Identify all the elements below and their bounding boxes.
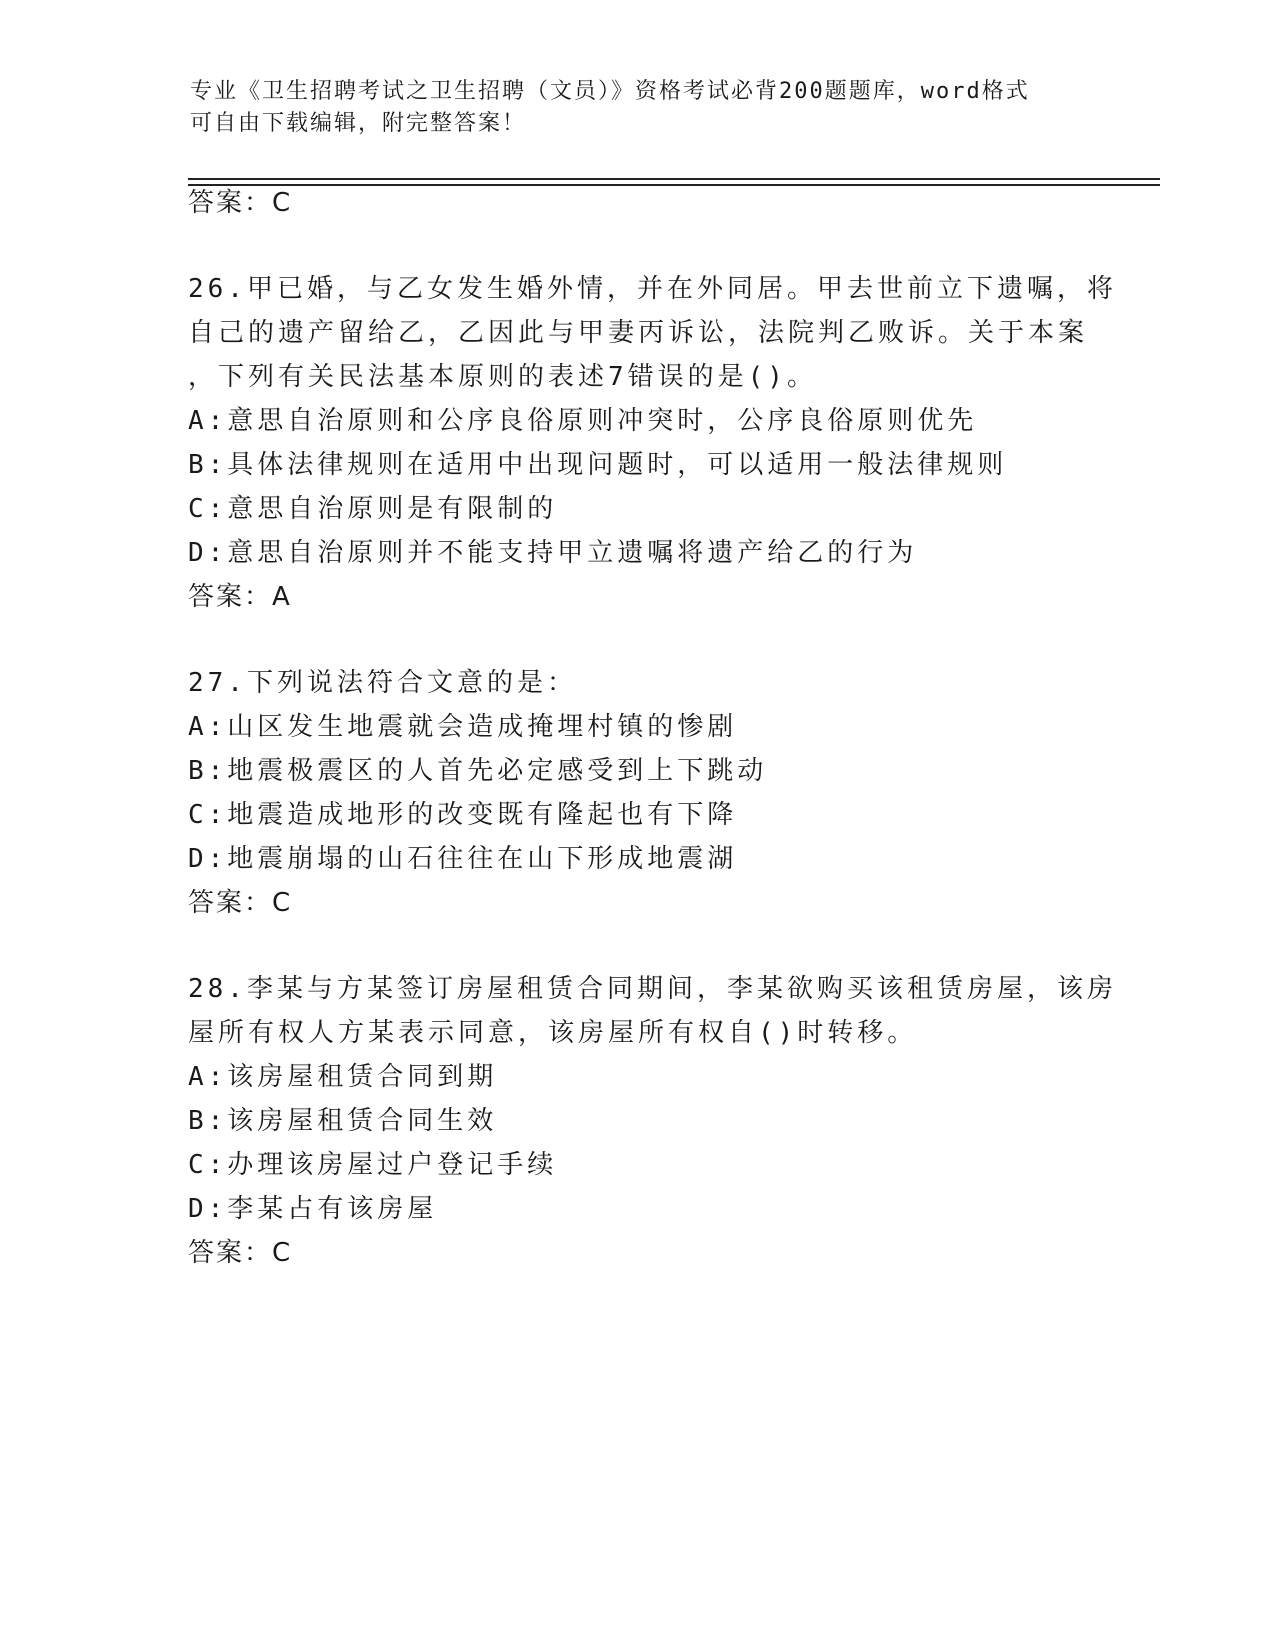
previous-answer: 答案：C xyxy=(188,188,293,218)
answer-line: 答案：A xyxy=(188,582,292,612)
header-divider-top xyxy=(188,178,1160,180)
option-d: D:李某占有该房屋 xyxy=(188,1194,438,1224)
option-d: D:意思自治原则并不能支持甲立遗嘱将遗产给乙的行为 xyxy=(188,538,918,568)
header-divider-bottom xyxy=(188,184,1160,186)
answer-line: 答案：C xyxy=(188,888,293,918)
question-stem-line: ，下列有关民法基本原则的表述7错误的是()。 xyxy=(188,362,817,392)
document-header xyxy=(190,76,1090,140)
option-a: A:意思自治原则和公序良俗原则冲突时，公序良俗原则优先 xyxy=(188,406,978,436)
option-d: D:地震崩塌的山石往往在山下形成地震湖 xyxy=(188,844,738,874)
question-stem-line: 自己的遗产留给乙，乙因此与甲妻丙诉讼，法院判乙败诉。关于本案 xyxy=(188,318,1089,348)
question-stem-line: 27.下列说法符合文意的是： xyxy=(188,668,577,698)
question-stem-line: 26.甲已婚，与乙女发生婚外情，并在外同居。甲去世前立下遗嘱，将 xyxy=(188,274,1117,304)
option-c: C:地震造成地形的改变既有隆起也有下降 xyxy=(188,800,738,830)
option-b: B:该房屋租赁合同生效 xyxy=(188,1106,498,1136)
option-b: B:具体法律规则在适用中出现问题时，可以适用一般法律规则 xyxy=(188,450,1008,480)
answer-line: 答案：C xyxy=(188,1238,293,1268)
option-a: A:该房屋租赁合同到期 xyxy=(188,1062,498,1092)
question-stem-line: 28.李某与方某签订房屋租赁合同期间，李某欲购买该租赁房屋，该房 xyxy=(188,974,1117,1004)
header-line-1: 专业《卫生招聘考试之卫生招聘（文员）》资格考试必背200题题库，word格式 xyxy=(190,79,1030,104)
option-c: C:办理该房屋过户登记手续 xyxy=(188,1150,558,1180)
question-stem-line: 屋所有权人方某表示同意，该房屋所有权自()时转移。 xyxy=(188,1018,918,1048)
header-line-2: 可自由下载编辑，附完整答案！ xyxy=(190,111,527,136)
option-b: B:地震极震区的人首先必定感受到上下跳动 xyxy=(188,756,768,786)
option-a: A:山区发生地震就会造成掩埋村镇的惨剧 xyxy=(188,712,738,742)
option-c: C:意思自治原则是有限制的 xyxy=(188,494,558,524)
